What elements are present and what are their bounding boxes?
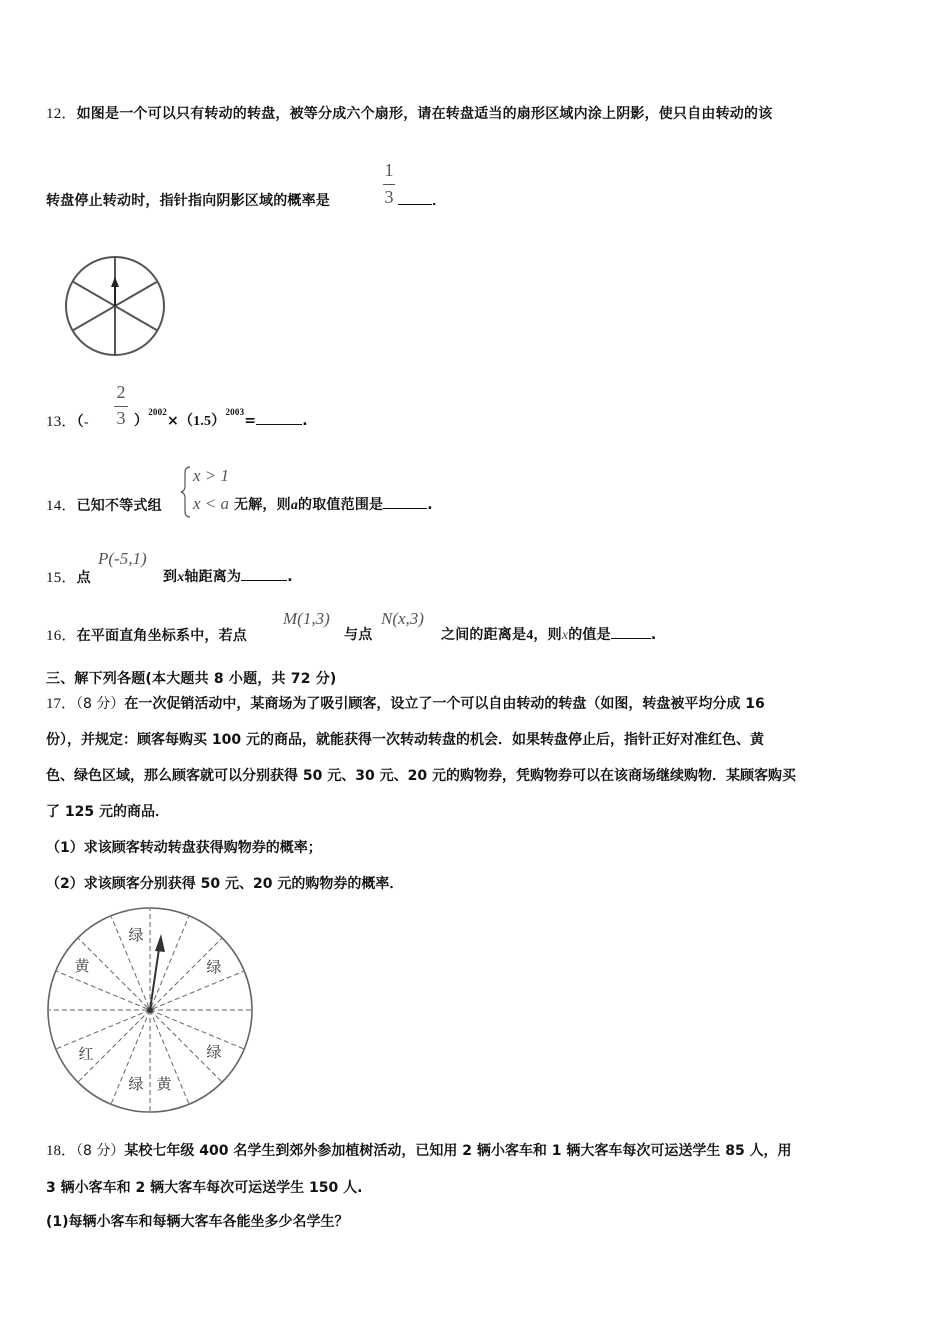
q14-text-a: 无解，则 bbox=[234, 497, 291, 513]
q17-label-green-bottom: 绿 bbox=[128, 1075, 144, 1093]
q17-score: （8 分） bbox=[76, 696, 125, 712]
q17-text-line1: 在一次促销活动中，某商场为了吸引顾客，设立了一个可以自由转动的转盘（如图，转盘被平均分成 16 bbox=[124, 696, 765, 712]
q13-close-paren-2: ） bbox=[211, 413, 226, 429]
q15-number: 15． bbox=[46, 570, 77, 586]
q16-variable-x: x bbox=[561, 628, 569, 643]
q14-inequality-2: x < a bbox=[193, 494, 230, 513]
q14-variable-a: a bbox=[290, 498, 299, 513]
q17-label-yellow-left: 黄 bbox=[74, 957, 90, 975]
q16-prefix bbox=[46, 624, 247, 645]
q13-fraction-denominator: 3 bbox=[116, 408, 126, 428]
q12-pointer-arrowhead bbox=[111, 277, 119, 287]
q12-answer-blank[interactable] bbox=[398, 190, 446, 210]
q17-line4: 了 125 元的商品． bbox=[46, 804, 169, 820]
q15-variable-x: x bbox=[177, 570, 185, 585]
q14-text: 已知不等式组 bbox=[76, 498, 162, 514]
q17-line3: 色、绿色区域，那么顾客就可以分别获得 50 元、30 元、20 元的购物券，凭购物券可以在该商场继续购物．某顾客购买 bbox=[46, 768, 796, 784]
q14-period: . bbox=[427, 497, 433, 513]
q16-mid-text: 与点 bbox=[344, 627, 373, 643]
q12-line2 bbox=[46, 190, 330, 210]
q15-period: . bbox=[287, 569, 293, 585]
q12-text-line2: 转盘停止转动时，指针指向阴影区域的概率是 bbox=[46, 193, 330, 209]
q17-line2: 份），并规定：顾客每购买 100 元的商品，就能获得一次转动转盘的机会．如果转盘停止后，指针正好对准红色、黄 bbox=[46, 732, 764, 748]
section-3-heading: 三、解下列各题(本大题共 8 小题，共 72 分) bbox=[46, 671, 337, 687]
q12-line1 bbox=[46, 102, 772, 123]
q17-subquestion-2: （2）求该顾客分别获得 50 元、20 元的购物券的概率． bbox=[46, 876, 404, 892]
q15-text: 点 bbox=[76, 570, 91, 586]
q12-fraction-numerator: 1 bbox=[384, 160, 394, 180]
q15-rest bbox=[163, 566, 293, 586]
q17-line1 bbox=[46, 686, 906, 722]
q12-number: 12． bbox=[46, 106, 77, 122]
q16-number: 16． bbox=[46, 628, 77, 644]
q13-period: . bbox=[302, 413, 308, 429]
q14-answer-blank[interactable] bbox=[383, 496, 427, 509]
q17-label-green-top: 绿 bbox=[128, 926, 144, 944]
q13-answer-blank[interactable] bbox=[256, 412, 302, 425]
q17-number: 17． bbox=[46, 696, 77, 712]
q14-text-b: 的取值范围是 bbox=[298, 497, 384, 513]
q13-times: ×（ bbox=[167, 413, 194, 429]
q16-answer-blank[interactable] bbox=[611, 626, 651, 639]
q12-spinner-figure bbox=[62, 253, 168, 359]
q16-text-c: 的值是 bbox=[568, 627, 611, 643]
q13-exponent-2: 2003 bbox=[225, 407, 245, 417]
q17-spinner-center bbox=[147, 1007, 153, 1013]
q17-spinner-figure bbox=[46, 906, 254, 1114]
q17-subquestion-1: （1）求该顾客转动转盘获得购物券的概率； bbox=[46, 840, 322, 856]
q15-text-a: 到 bbox=[163, 569, 178, 585]
q18-number: 18． bbox=[46, 1143, 77, 1159]
q14-brace bbox=[180, 465, 192, 519]
q15-point-p: P(-5,1) bbox=[98, 549, 147, 568]
q14-number: 14． bbox=[46, 498, 77, 514]
q17-label-red-left: 红 bbox=[78, 1045, 94, 1063]
q12-fraction-bar bbox=[383, 184, 395, 185]
q14-rest bbox=[234, 494, 433, 514]
q16-point-m: M(1,3) bbox=[283, 609, 330, 628]
q18-subquestion-1: (1)每辆小客车和每辆大客车各能坐多少名学生？ bbox=[46, 1214, 349, 1230]
q14-inequality-1: x > 1 bbox=[193, 466, 230, 485]
q16-text-b: ，则 bbox=[533, 627, 562, 643]
q13-close-paren: ） bbox=[134, 413, 149, 429]
q17-label-green-right-bottom: 绿 bbox=[206, 1043, 222, 1061]
q13-fraction-bar bbox=[114, 406, 128, 407]
q13-exponent-1: 2002 bbox=[148, 407, 168, 417]
q16-point-n: N(x,3) bbox=[381, 609, 424, 628]
q15-answer-blank[interactable] bbox=[241, 568, 287, 581]
q13-base-2: 1.5 bbox=[193, 414, 212, 429]
q13-minus-sign: - bbox=[83, 415, 89, 430]
q14-prefix bbox=[46, 494, 162, 515]
q12-period: ． bbox=[432, 193, 447, 209]
q16-text-a: 之间的距离是 bbox=[441, 627, 527, 643]
q16-rest bbox=[441, 624, 656, 644]
q18-line2: 3 辆小客车和 2 辆大客车每次可运送学生 150 人. bbox=[46, 1180, 363, 1196]
q18-score: （8 分） bbox=[76, 1143, 125, 1159]
q16-period: . bbox=[650, 627, 657, 643]
q16-text: 在平面直角坐标系中，若点 bbox=[76, 628, 248, 644]
q18-line1 bbox=[46, 1133, 906, 1169]
q13-expression bbox=[134, 407, 308, 430]
q17-pointer-arrowhead bbox=[155, 934, 165, 952]
q17-label-green-right-top: 绿 bbox=[206, 958, 222, 976]
q13-equals: = bbox=[244, 413, 257, 429]
q13-fraction-numerator: 2 bbox=[116, 382, 126, 402]
q15-text-b: 轴距离为 bbox=[184, 569, 242, 585]
q12-text-line1: 如图是一个可以只有转动的转盘，被等分成六个扇形，请在转盘适当的扇形区域内涂上阴影，使只自由转动的该 bbox=[76, 106, 773, 122]
q17-label-yellow-bottom: 黄 bbox=[156, 1075, 172, 1093]
q17-spinner-pointer bbox=[150, 942, 160, 1010]
q13-open-paren: （ bbox=[76, 414, 84, 430]
q18-text-line1: 某校七年级 400 名学生到郊外参加植树活动，已知用 2 辆小客车和 1 辆大客车每次可运送学生 85 人，用 bbox=[124, 1143, 792, 1159]
q15-prefix bbox=[46, 566, 91, 587]
q13-number: 13． bbox=[46, 414, 77, 430]
q13-line bbox=[46, 410, 89, 431]
q16-distance: 4 bbox=[526, 628, 534, 643]
q12-fraction-denominator: 3 bbox=[384, 187, 394, 207]
